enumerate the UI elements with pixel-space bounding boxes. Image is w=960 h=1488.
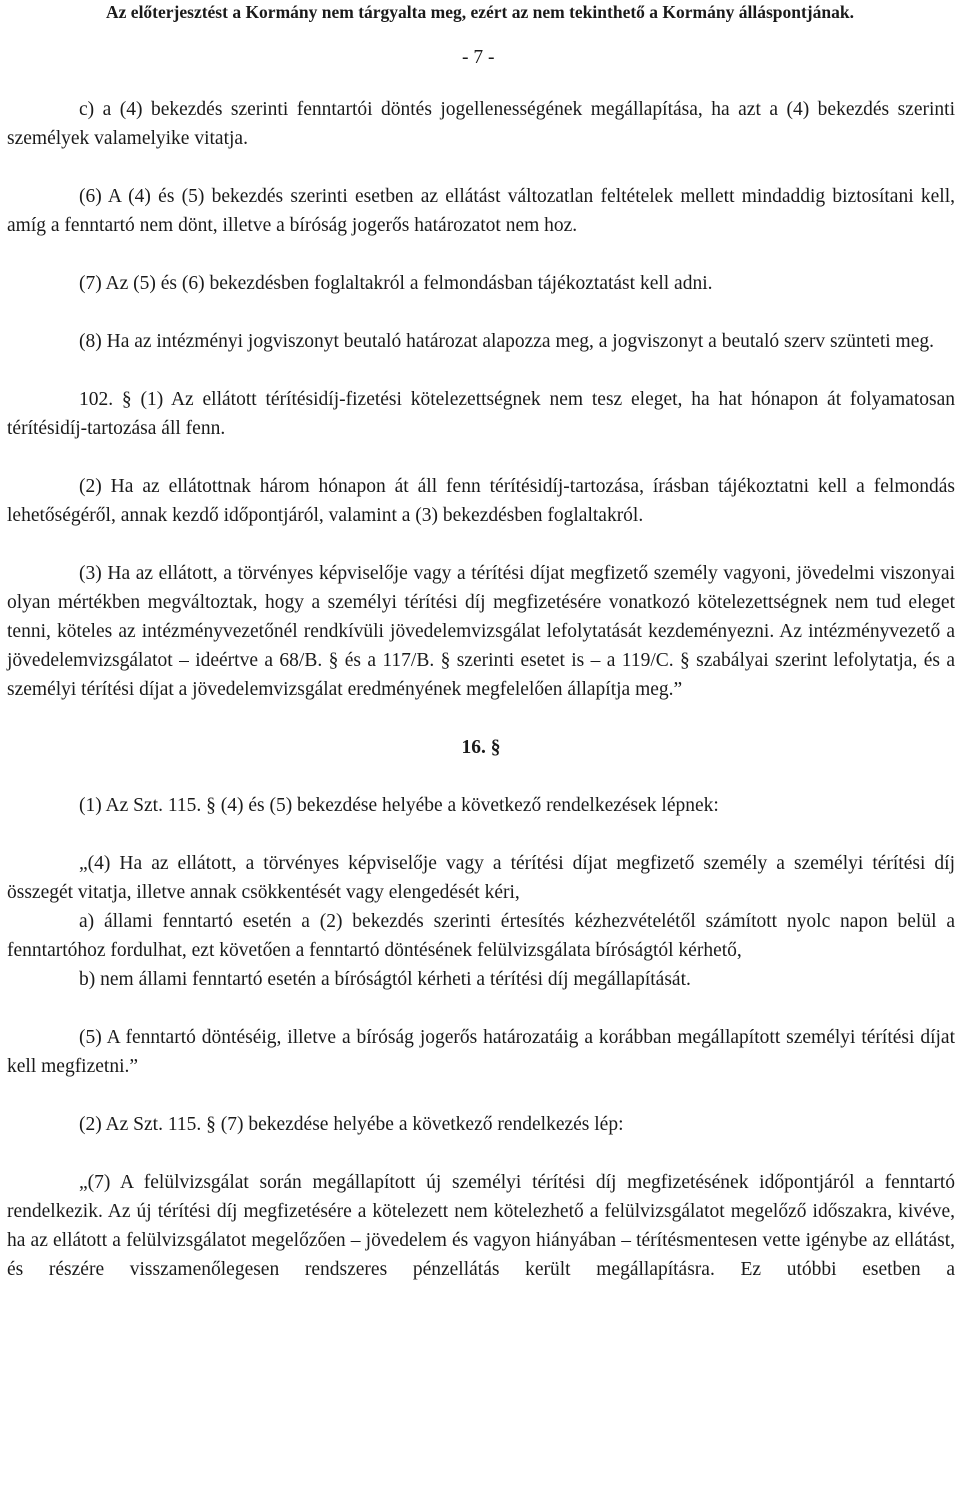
page-number: - 7 - [462, 47, 495, 68]
paragraph: (1) Az Szt. 115. § (4) és (5) bekezdése helyébe a következő rendelkezések lépnek: [79, 795, 719, 816]
paragraph: (8) Ha az intézményi jogviszonyt beutaló határozat alapozza meg, a jogviszonyt a beutaló szerv szünteti meg. [79, 331, 934, 352]
paragraph: (2) Az Szt. 115. § (7) bekezdése helyébe a következő rendelkezés lép: [79, 1114, 624, 1135]
paragraph: (7) Az (5) és (6) bekezdésben foglaltakról a felmondásban tájékoztatást kell adni. [79, 273, 713, 294]
paragraph: a) állami fenntartó esetén a (2) bekezdés szerinti értesítés kézhezvételétől számított nyolc napon belül a fenntartóhoz fordulhat, ezt követően a fenntartó döntésének felülvizsgálata bíróságtól kérhető, [7, 911, 955, 961]
paragraph: (5) A fenntartó döntéséig, illetve a bíróság jogerős határozatáig a korábban megállapított személyi térítési díjat kell megfizetni.” [7, 1027, 955, 1077]
paragraph: b) nem állami fenntartó esetén a bíróságtól kérheti a térítési díj megállapítását. [79, 969, 691, 990]
paragraph: (2) Ha az ellátottnak három hónapon át áll fenn térítésidíj-tartozása, írásban tájékoztatni kell a felmondás lehetőségéről, annak kezdő időpontjáról, valamint a (3) bekezdésben foglaltakról. [7, 476, 955, 526]
section-heading: 16. § [461, 737, 501, 758]
paragraph: (6) A (4) és (5) bekezdés szerinti esetben az ellátást változatlan feltételek mellett mindaddig biztosítani kell, amíg a fenntartó nem dönt, illetve a bíróság jogerős határozatot nem hoz. [7, 186, 955, 236]
paragraph: c) a (4) bekezdés szerinti fenntartói döntés jogellenességének megállapítása, ha azt a (4) bekezdés szerinti személyek valamelyike vitatja. [7, 99, 955, 149]
paragraph: „(4) Ha az ellátott, a törvényes képviselője vagy a térítési díjat megfizető személy a személyi térítési díj összegét vitatja, illetve annak csökkentését vagy elengedését kéri, [7, 853, 955, 903]
paragraph: 102. § (1) Az ellátott térítésidíj-fizetési kötelezettségnek nem tesz eleget, ha hat hónapon át folyamatosan térítésidíj-tartozása áll fenn. [7, 389, 955, 439]
document-body [7, 95, 955, 1284]
paragraph: (3) Ha az ellátott, a törvényes képviselője vagy a térítési díjat megfizető személy vagyoni, jövedelmi viszonyai olyan mértékben megváltoztak, hogy a személyi térítési díj megfizetésére vonatkozó kötelezettségnek nem tud eleget tenni, köteles az intézményvezetőnél rendkívüli jövedelemvizsgálat lefolytatását kezdeményezni. Az intézményvezető a jövedelemvizsgálatot – ideértve a 68/B. § és a 117/B. § szerinti esetet is – a 119/C. § szabályai szerint lefolytatja, és a személyi térítési díjat a jövedelemvizsgálat eredményének megfelelően állapítja meg.” [7, 563, 955, 700]
paragraph: „(7) A felülvizsgálat során megállapított új személyi térítési díj megfizetésének időpontjáról a fenntartó rendelkezik. Az új térítési díj megfizetésére a kötelezett nem kötelezhető a felülvizsgálatot megelőző időszakra, kivéve, ha az ellátott a felülvizsgálatot megelőzően – jövedelem és vagyon hiányában – térítésmentesen vette igénybe az ellátást, és részére visszamenőlegesen rendszeres pénzellátás került megállapításra. Ez utóbbi esetben a [7, 1172, 955, 1280]
page-header-disclaimer: Az előterjesztést a Kormány nem tárgyalta meg, ezért az nem tekinthető a Kormány álláspontjának. [106, 2, 854, 22]
